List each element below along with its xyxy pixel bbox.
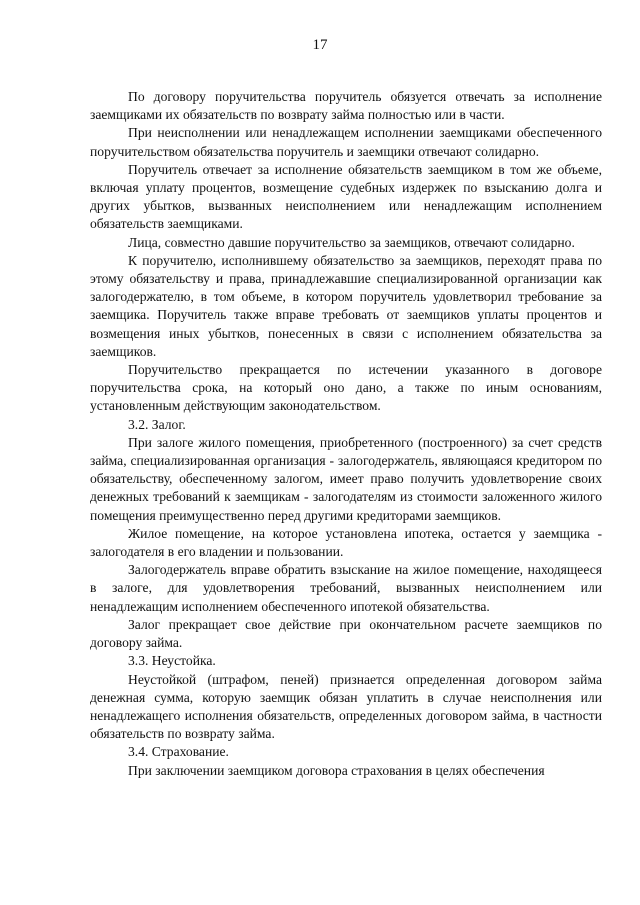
paragraph-insurance: При заключении заемщиком договора страхования в целях обеспечения (128, 762, 545, 778)
paragraph-penalty-definition: Неустойкой (штрафом, пеней) признается определенная договором займа денежная сумма, которую заемщик обязан уплатить в случае неисполнения или ненадлежащего исполнения обязательств, определенных договором займа, в частности обязательств по возврату займа. (90, 671, 602, 742)
paragraph-guarantee-termination: Поручительство прекращается по истечении указанного в договоре поручительства срока, на который оно дано, а также по иным основаниям, установленным действующим законодательством. (90, 362, 602, 414)
section-heading-insurance: 3.4. Страхование. (128, 744, 229, 760)
paragraph-pledge-rights: При залоге жилого помещения, приобретенного (построенного) за счет средств займа, специализированная организация - залогодержатель, являющаяся кредитором по обязательству, обеспеченному залогом, имеет право получить удовлетворение своих денежных требований к заемщикам - залогодателям из стоимости заложенного жилого помещения преимущественно перед другими кредиторами заемщиков. (90, 434, 602, 523)
paragraph-joint-liability: При неисполнении или ненадлежащем исполнении заемщиками обеспеченного поручительством обязательства поручитель и заемщики отвечают солидарно. (90, 125, 602, 159)
paragraph-guarantor-rights: К поручителю, исполнившему обязательство за заемщиков, переходят права по этому обязательству и права, принадлежавшие специализированной организации как залогодержателю, в том объеме, в котором поручитель удовлетворил требование за заемщика. Поручитель также вправе требовать от заемщиков уплаты процентов и возмещения иных убытков, понесенных в связи с исполнением обязательства за заемщиков. (90, 252, 602, 359)
paragraph-guarantor-scope: Поручитель отвечает за исполнение обязательств заемщиком в том же объеме, включая уплату процентов, возмещение судебных издержек по взысканию долга и других убытков, вызванных неисполнением или ненадлежащим исполнением обязательств заемщиками. (90, 161, 602, 232)
document-body (90, 88, 602, 780)
paragraph-foreclosure: Залогодержатель вправе обратить взыскание на жилое помещение, находящееся в залоге, для удовлетворения требований, вызванных неисполнением или ненадлежащим исполнением обеспеченного ипотекой обязательства. (90, 562, 602, 614)
paragraph-pledge-termination: Залог прекращает свое действие при окончательном расчете заемщиков по договору займа. (90, 616, 602, 651)
section-heading-penalty: 3.3. Неустойка. (128, 653, 216, 669)
page-number: 17 (312, 37, 328, 53)
paragraph-guarantee-obligation: По договору поручительства поручитель обязуется отвечать за исполнение заемщиками их обязательств по возврату займа полностью или в части. (90, 89, 602, 123)
paragraph-co-guarantors: Лица, совместно давшие поручительство за заемщиков, отвечают солидарно. (128, 234, 575, 250)
paragraph-pledged-property: Жилое помещение, на которое установлена ипотека, остается у заемщика - залогодателя в его владении и пользовании. (90, 525, 602, 560)
section-heading-pledge: 3.2. Залог. (128, 416, 186, 432)
